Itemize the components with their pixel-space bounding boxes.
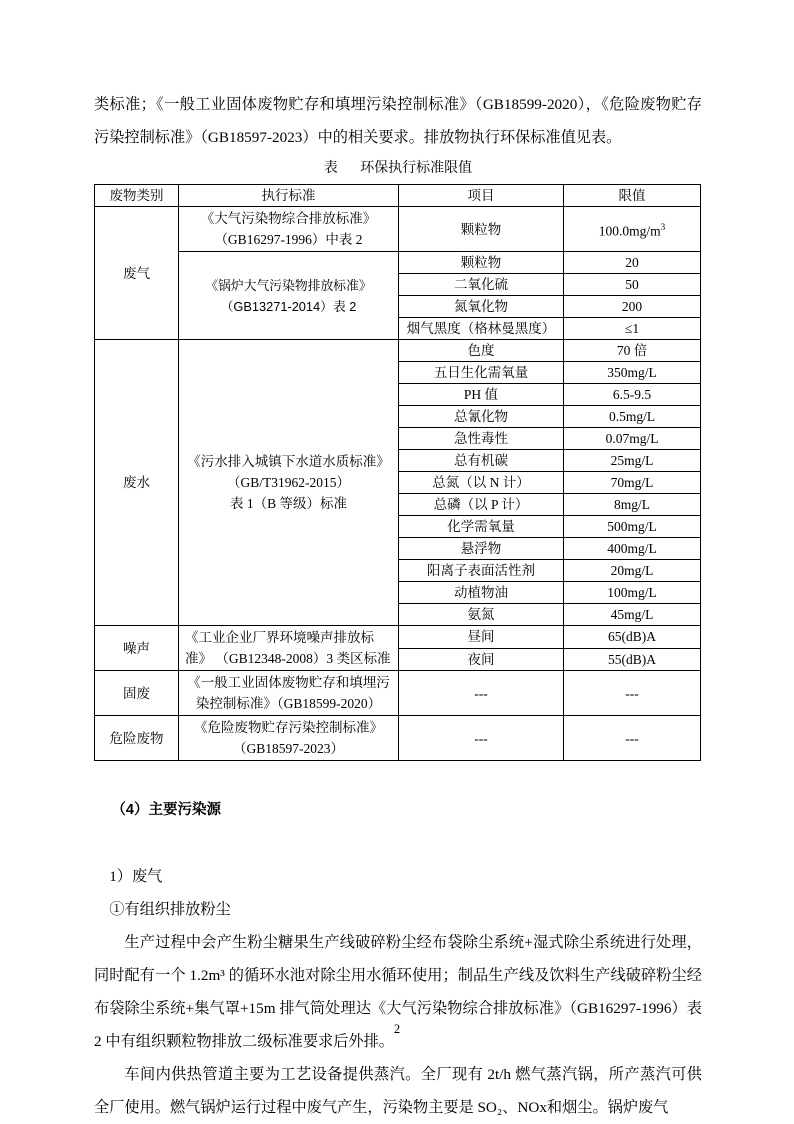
cell-item: 昼间	[399, 626, 564, 649]
section-heading-main-pollution-sources: （4）主要污染源	[111, 802, 221, 818]
cell-item: 夜间	[399, 648, 564, 671]
cell-category-zaosheng: 噪声	[95, 626, 179, 671]
cell-limit: ---	[564, 671, 701, 716]
cell-item: 化学需氧量	[399, 516, 564, 538]
cell-limit: 55(dB)A	[564, 648, 701, 671]
cell-category-feiqi: 废气	[95, 207, 179, 340]
table-row	[95, 671, 701, 716]
cell-limit: 200	[564, 296, 701, 318]
cell-item: 五日生化需氧量	[399, 362, 564, 384]
cell-limit: ---	[564, 716, 701, 761]
cell-limit: 6.5-9.5	[564, 384, 701, 406]
table-row	[95, 252, 701, 274]
table-header-row	[95, 185, 701, 207]
cell-item: 颗粒物	[399, 252, 564, 274]
cell-limit: 45mg/L	[564, 604, 701, 626]
cell-limit: $100.0mg/m^3$	[564, 207, 701, 252]
cell-limit: 70mg/L	[564, 472, 701, 494]
cell-item: ---	[399, 716, 564, 761]
cell-limit: 0.07mg/L	[564, 428, 701, 450]
cell-limit: 500mg/L	[564, 516, 701, 538]
cell-limit: 20	[564, 252, 701, 274]
cell-item: 总有机碳	[399, 450, 564, 472]
cell-item: 总磷（以 P 计）	[399, 494, 564, 516]
paragraph-dust-treatment: 生产过程中会产生粉尘糖果生产线破碎粉尘经布袋除尘系统+湿式除尘系统进行处理， 同时配有一个 1.2m³ 的循环水池对除尘用水循环使用；制品生产线及饮料生产线破碎粉尘经布袋除尘系统+集气罩+15m 排气筒处理达《大气污染物综合排放标准》（GB16297-1996）表 2 中有组织颗粒物排放二级标准要求后外排。	[94, 934, 702, 1050]
cell-limit: 25mg/L	[564, 450, 701, 472]
cell-item: 氨氮	[399, 604, 564, 626]
cell-limit: 50	[564, 274, 701, 296]
cell-limit: 400mg/L	[564, 538, 701, 560]
table-row	[95, 716, 701, 761]
cell-item: 动植物油	[399, 582, 564, 604]
table-body	[95, 207, 701, 761]
cell-item: 氮氧化物	[399, 296, 564, 318]
table-row	[95, 207, 701, 252]
col-header-standard: 执行标准	[179, 185, 399, 207]
cell-item: 二氧化硫	[399, 274, 564, 296]
cell-category-weixianfeiwu: 危险废物	[95, 716, 179, 761]
cell-limit: ≤1	[564, 318, 701, 340]
cell-standard-gb18597: 《危险废物贮存污染控制标准》 （GB18597-2023）	[179, 716, 399, 761]
cell-limit: 100mg/L	[564, 582, 701, 604]
cell-category-gufei: 固废	[95, 671, 179, 716]
cell-limit: 8mg/L	[564, 494, 701, 516]
paragraph-boiler-exhaust: 车间内供热管道主要为工艺设备提供蒸汽。全厂现有 2t/h 燃气蒸汽锅，所产蒸汽可供全厂使用。燃气锅炉运行过程中废气产生，污染物主要是 SO₂、NOx和烟尘。锅炉废气	[94, 1066, 702, 1116]
intro-paragraph: 类标准；《一般工业固体废物贮存和填埋污染控制标准》（GB18599-2020），《危险废物贮存污染控制标准》（GB18597-2023）中的相关要求。排放物执行环保标准值见表。	[94, 96, 702, 146]
cell-category-feishui: 废水	[95, 340, 179, 626]
cell-standard-gbt31962: 《污水排入城镇下水道水质标准》 （GB/T31962-2015） 表 1（B 等级）标准	[179, 340, 399, 626]
subsection-waste-gas: 1）废气	[109, 868, 163, 885]
col-header-limit: 限值	[564, 185, 701, 207]
cell-item: 悬浮物	[399, 538, 564, 560]
cell-limit: 65(dB)A	[564, 626, 701, 649]
table-row	[95, 340, 701, 362]
col-header-item: 项目	[399, 185, 564, 207]
cell-limit: 70 倍	[564, 340, 701, 362]
cell-limit: 20mg/L	[564, 560, 701, 582]
table-row	[95, 626, 701, 649]
cell-item: ---	[399, 671, 564, 716]
cell-item: 色度	[399, 340, 564, 362]
cell-item: 阳离子表面活性剂	[399, 560, 564, 582]
cell-item: 颗粒物	[399, 207, 564, 252]
cell-standard-gb18599: 《一般工业固体废物贮存和填埋污 染控制标准》（GB18599-2020）	[179, 671, 399, 716]
cell-item: PH 值	[399, 384, 564, 406]
subsection-organized-dust: ①有组织排放粉尘	[109, 901, 231, 918]
cell-limit: 0.5mg/L	[564, 406, 701, 428]
cell-standard-gb16297: 《大气污染物综合排放标准》 （GB16297-1996）中表 2	[179, 207, 399, 252]
environmental-standards-table	[94, 184, 701, 761]
page-content	[94, 88, 702, 1124]
cell-item: 烟气黑度（格林曼黑度）	[399, 318, 564, 340]
cell-limit: 350mg/L	[564, 362, 701, 384]
cell-item: 总氮（以 N 计）	[399, 472, 564, 494]
cell-standard-gb12348: 《工业企业厂界环境噪声排放标 准》 （GB12348-2008）3 类区标准	[179, 626, 399, 671]
col-header-waste-category: 废物类别	[95, 185, 179, 207]
cell-standard-gb13271: 《锅炉大气污染物排放标准》 （GB13271-2014）表 2	[179, 252, 399, 340]
table-caption	[94, 157, 702, 181]
page-number: 2	[393, 1022, 401, 1036]
cell-item: 总氰化物	[399, 406, 564, 428]
table-caption-prefix: 表	[323, 161, 338, 176]
table-caption-text: 环保执行标准限值	[360, 161, 473, 176]
cell-item: 急性毒性	[399, 428, 564, 450]
